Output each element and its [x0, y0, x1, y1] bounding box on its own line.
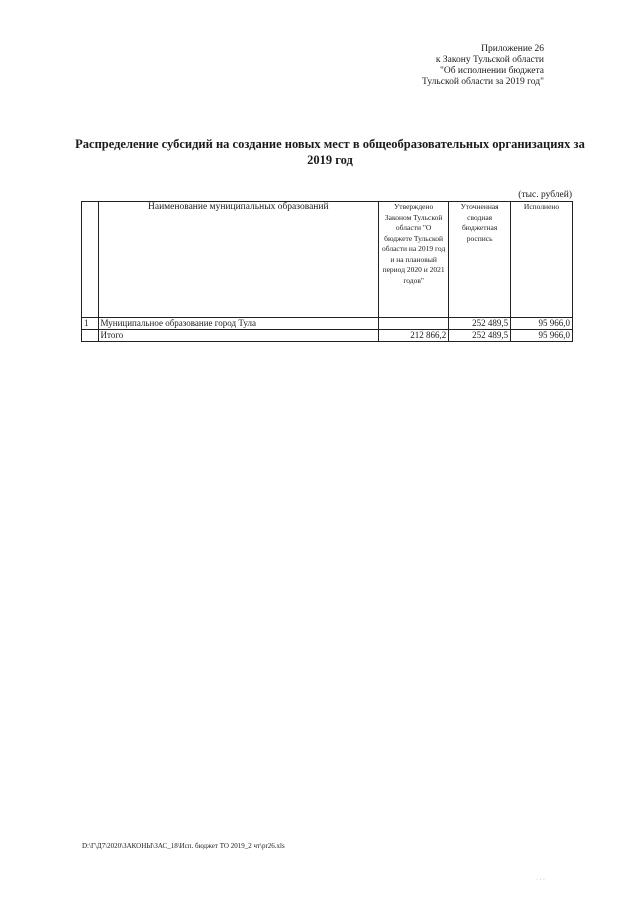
table-row-total	[82, 330, 573, 342]
subsidy-table	[81, 201, 573, 342]
annex-line-4: Тульской области за 2019 год"	[422, 77, 544, 87]
row-num: 1	[82, 318, 99, 330]
annex-line-2: к Закону Тульской области	[435, 55, 544, 65]
header-specified: Уточненная сводная бюджетная роспись	[449, 202, 511, 318]
row-executed: 95 966,0	[511, 318, 573, 330]
header-executed: Исполнено	[511, 202, 573, 318]
total-specified: 252 489,5	[449, 330, 511, 342]
table-row	[82, 318, 573, 330]
header-approved: Утверждено Законом Тульской области "О бюджете Тульской области на 2019 год и на плановый период 2020 и 2021 годов"	[379, 202, 449, 318]
units-label: (тыс. рублей)	[518, 190, 572, 200]
annex-line-1: Приложение 26	[481, 44, 544, 54]
total-approved: 212 866,2	[379, 330, 449, 342]
total-name: Итого	[98, 330, 379, 342]
table-header-row	[82, 202, 573, 318]
annex-line-3: "Об исполнении бюджета	[439, 66, 544, 76]
scan-specks: · · ·	[536, 877, 545, 883]
file-path-footer: D:\Г\Д7\2020\ЗАКОНЫ\ЗАС_18\Исп. бюджет ТО 2019_2 чт\pr26.xls	[82, 842, 285, 850]
row-name: Муниципальное образование город Тула	[98, 318, 379, 330]
total-num	[82, 330, 99, 342]
header-num	[82, 202, 99, 318]
header-name: Наименование муниципальных образований	[98, 202, 379, 318]
annex-header	[364, 44, 544, 88]
document-title: Распределение субсидий на создание новых мест в общеобразовательных организациях за 2019 год	[75, 137, 585, 167]
row-specified: 252 489,5	[449, 318, 511, 330]
row-approved	[379, 318, 449, 330]
total-executed: 95 966,0	[511, 330, 573, 342]
